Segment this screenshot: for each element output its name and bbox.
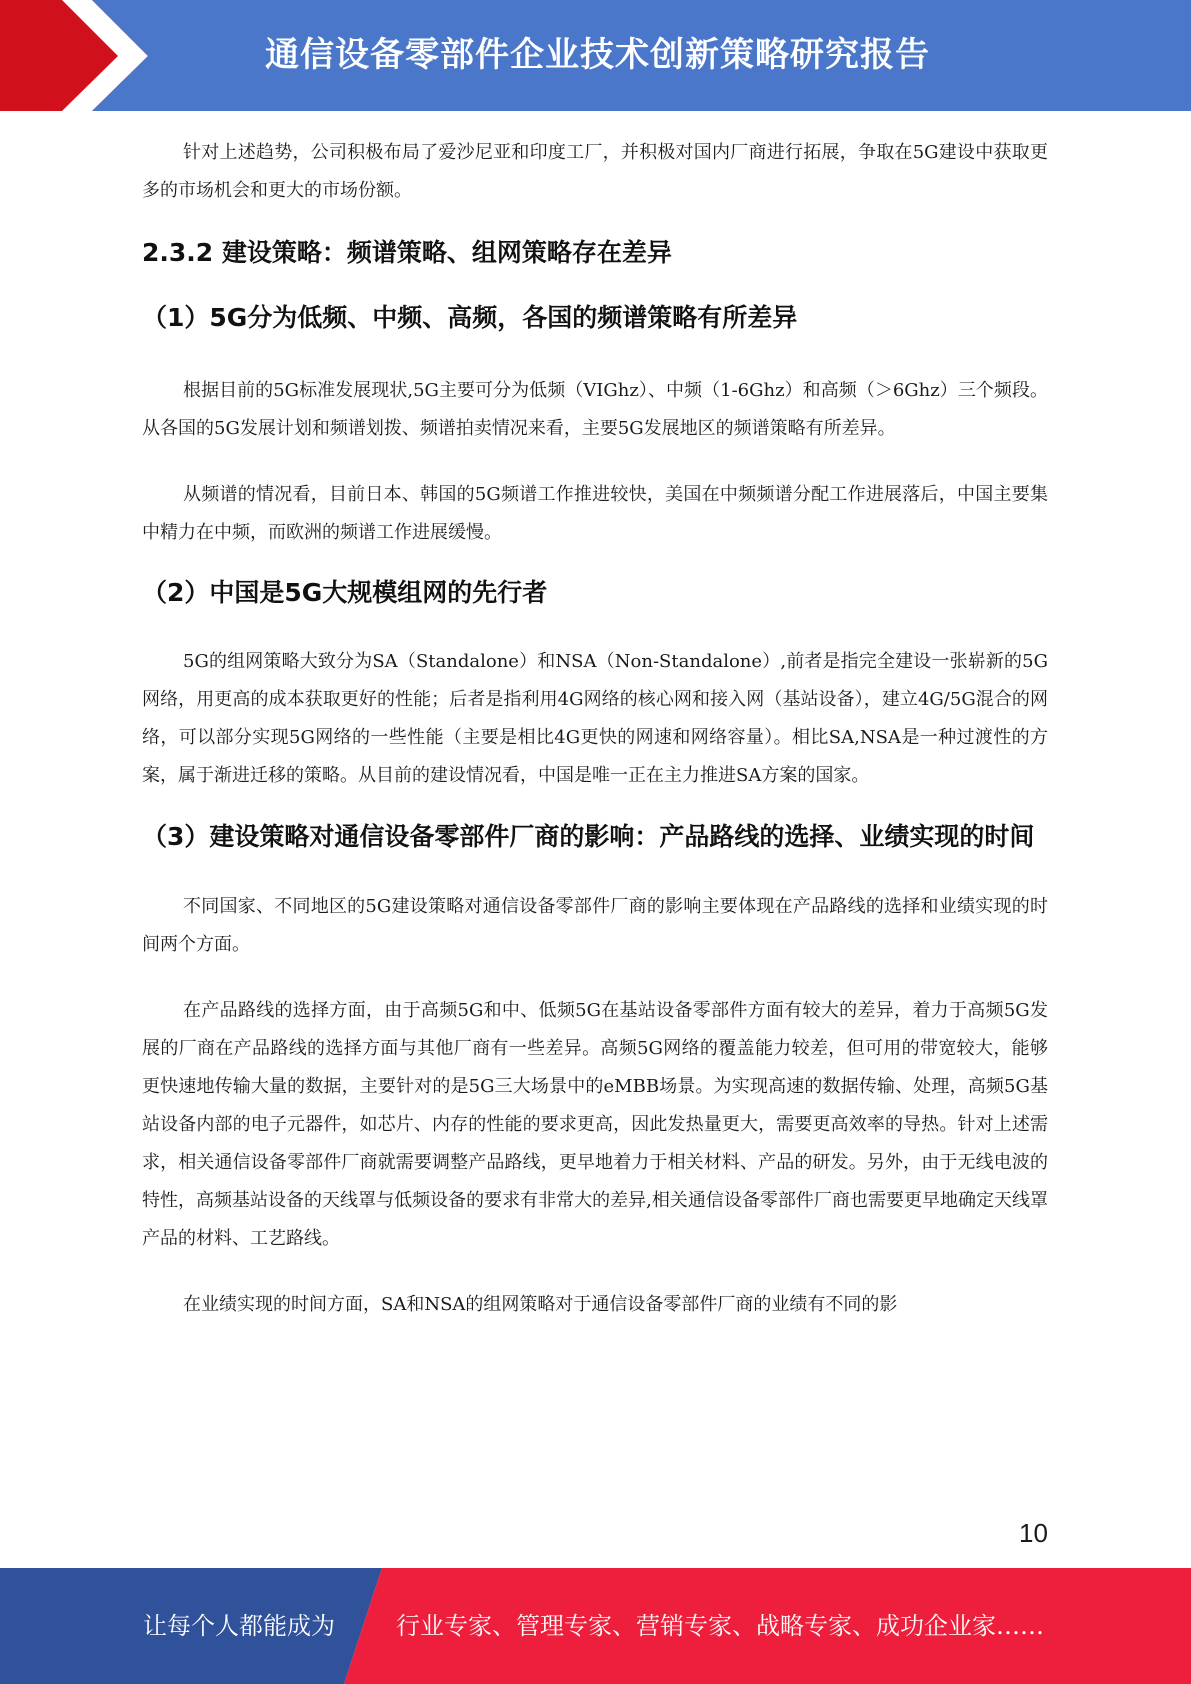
- paragraph: 不同国家、不同地区的5G建设策略对通信设备零部件厂商的影响主要体现在产品路线的选择和业绩实现的时间两个方面。: [142, 896, 1048, 955]
- footer-slogan-right: 行业专家、管理专家、营销专家、战略专家、成功企业家……: [396, 1612, 1044, 1640]
- subsection-heading-3: （3）建设策略对通信设备零部件厂商的影响：产品路线的选择、业绩实现的时间: [142, 822, 1035, 851]
- page-footer: [0, 1568, 1191, 1684]
- page-content: [142, 134, 1048, 1324]
- paragraph: 根据目前的5G标准发展现状,5G主要可分为低频（VIGhz）、中频（1-6Ghz）和高频（＞6Ghz）三个频段。从各国的5G发展计划和频谱划拨、频谱拍卖情况来看，主要5G发展地区的频谱策略有所差异。: [142, 380, 1048, 439]
- page-number: 10: [1019, 1518, 1048, 1548]
- paragraph: 针对上述趋势，公司积极布局了爱沙尼亚和印度工厂，并积极对国内厂商进行拓展，争取在5G建设中获取更多的市场机会和更大的市场份额。: [142, 142, 1048, 201]
- footer-slogan-left: 让每个人都能成为: [143, 1612, 335, 1640]
- subsection-heading-1: （1）5G分为低频、中频、高频，各国的频谱策略有所差异: [142, 303, 798, 332]
- section-heading-2-3-2: 2.3.2 建设策略：频谱策略、组网策略存在差异: [142, 238, 672, 267]
- paragraph: 在产品路线的选择方面，由于高频5G和中、低频5G在基站设备零部件方面有较大的差异，着力于高频5G发展的厂商在产品路线的选择方面与其他厂商有一些差异。高频5G网络的覆盖能力较差，但可用的带宽较大，能够更快速地传输大量的数据，主要针对的是5G三大场景中的eMBB场景。为实现高速的数据传输、处理，高频5G基站设备内部的电子元器件，如芯片、内存的性能的要求更高，因此发热量更大，需要更高效率的导热。针对上述需求，相关通信设备零部件厂商就需要调整产品路线，更早地着力于相关材料、产品的研发。另外，由于无线电波的特性，高频基站设备的天线罩与低频设备的要求有非常大的差异,相关通信设备零部件厂商也需要更早地确定天线罩产品的材料、工艺路线。: [142, 1000, 1048, 1249]
- subsection-heading-2: （2）中国是5G大规模组网的先行者: [142, 578, 548, 607]
- paragraph: 在业绩实现的时间方面，SA和NSA的组网策略对于通信设备零部件厂商的业绩有不同的影: [183, 1294, 898, 1315]
- report-title: 通信设备零部件企业技术创新策略研究报告: [265, 35, 930, 75]
- paragraph: 从频谱的情况看，目前日本、韩国的5G频谱工作推进较快，美国在中频频谱分配工作进展落后，中国主要集中精力在中频，而欧洲的频谱工作进展缓慢。: [142, 484, 1048, 543]
- paragraph: 5G的组网策略大致分为SA（Standalone）和NSA（Non-Standalone）,前者是指完全建设一张崭新的5G网络，用更高的成本获取更好的性能；后者是指利用4G网络的核心网和接入网（基站设备），建立4G/5G混合的网络，可以部分实现5G网络的一些性能（主要是相比4G更快的网速和网络容量）。相比SA,NSA是一种过渡性的方案，属于渐进迁移的策略。从目前的建设情况看，中国是唯一正在主力推进SA方案的国家。: [142, 651, 1049, 786]
- header-arrow-graphic: [0, 0, 160, 111]
- page-header: [0, 0, 1191, 111]
